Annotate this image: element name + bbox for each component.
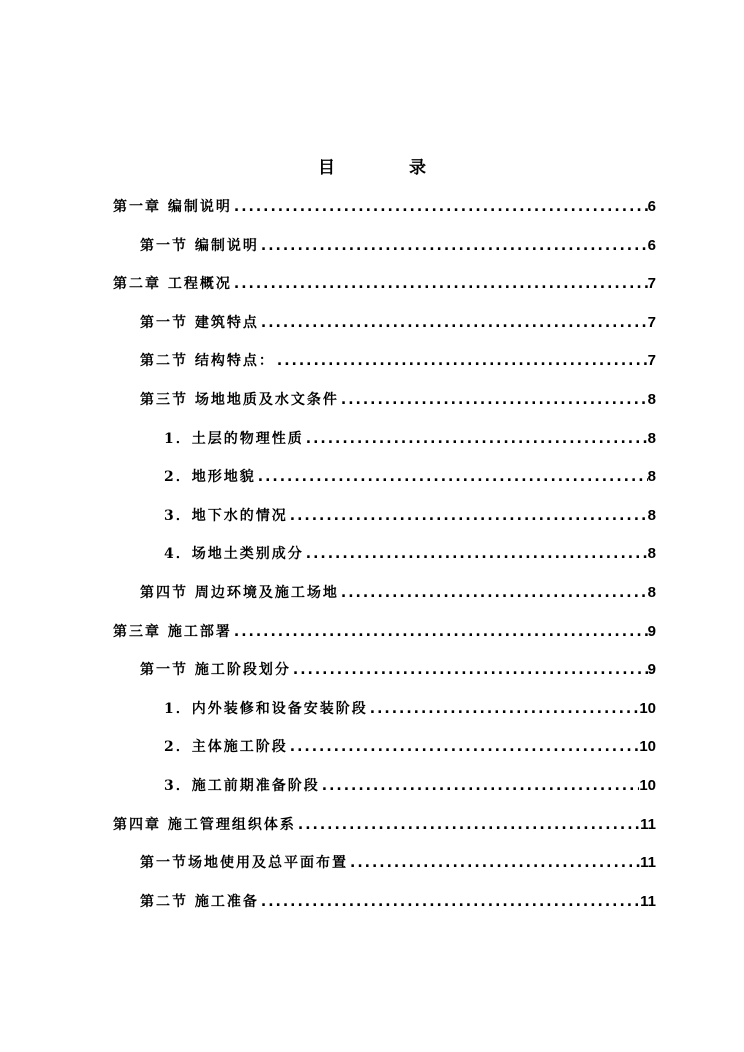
toc-leader-dots bbox=[232, 271, 648, 297]
toc-entry-text: 第一节 建筑特点 bbox=[140, 315, 259, 331]
toc-entry[interactable] bbox=[164, 464, 656, 490]
toc-entry[interactable] bbox=[140, 310, 656, 336]
toc-page-number: 11 bbox=[640, 854, 656, 871]
toc-leader-dots bbox=[259, 889, 640, 915]
toc-entry[interactable] bbox=[164, 541, 656, 567]
toc-entry[interactable] bbox=[140, 580, 656, 606]
toc-entry[interactable] bbox=[164, 773, 656, 799]
toc-leader-dots bbox=[259, 310, 648, 336]
toc-entry-text: 4．场地土类别成分 bbox=[164, 546, 304, 562]
toc-entry-text: 2．地形地貌 bbox=[164, 469, 256, 485]
toc-leader-dots bbox=[259, 233, 648, 259]
toc-title: 目 录 bbox=[318, 158, 460, 178]
toc-page-number: 8 bbox=[647, 468, 656, 485]
toc-entry[interactable] bbox=[113, 194, 656, 220]
toc-entry-text: 第二节 结构特点： bbox=[140, 353, 275, 369]
toc-entry-text: 第二章 工程概况 bbox=[113, 276, 232, 292]
toc-leader-dots bbox=[296, 812, 640, 838]
toc-page-number: 8 bbox=[647, 545, 656, 562]
toc-page-number: 9 bbox=[647, 661, 656, 678]
toc-page-number: 8 bbox=[647, 507, 656, 524]
toc-page-number: 6 bbox=[647, 237, 656, 254]
toc-entry-text: 第一章 编制说明 bbox=[113, 199, 232, 215]
toc-page-number: 10 bbox=[639, 738, 656, 755]
toc-leader-dots bbox=[291, 657, 648, 683]
toc-leader-dots bbox=[304, 541, 648, 567]
toc-page-number: 10 bbox=[639, 700, 656, 717]
toc-page-number: 11 bbox=[640, 893, 656, 910]
toc-entry[interactable] bbox=[164, 696, 656, 722]
toc-entry-text: 第三章 施工部署 bbox=[113, 624, 232, 640]
toc-entry-text: 3．施工前期准备阶段 bbox=[164, 778, 320, 794]
toc-entry[interactable] bbox=[140, 233, 656, 259]
toc-page-number: 7 bbox=[647, 275, 656, 292]
toc-entry[interactable] bbox=[140, 889, 656, 915]
toc-page-number: 8 bbox=[647, 584, 656, 601]
toc-page-number: 8 bbox=[647, 430, 656, 447]
toc-page-number: 7 bbox=[647, 352, 656, 369]
toc-leader-dots bbox=[320, 773, 640, 799]
toc-leader-dots bbox=[339, 580, 648, 606]
toc-page-number: 8 bbox=[647, 391, 656, 408]
toc-entry-text: 1．内外装修和设备安装阶段 bbox=[164, 701, 368, 717]
toc-entry[interactable] bbox=[140, 348, 656, 374]
toc-entry-text: 第二节 施工准备 bbox=[140, 894, 259, 910]
toc-page-number: 11 bbox=[640, 816, 656, 833]
toc-entry[interactable] bbox=[140, 387, 656, 413]
toc-entry-text: 第一节 施工阶段划分 bbox=[140, 662, 291, 678]
toc-page-number: 7 bbox=[647, 314, 656, 331]
toc-entry-text: 第一节 编制说明 bbox=[140, 238, 259, 254]
toc-entry[interactable] bbox=[113, 812, 656, 838]
toc-leader-dots bbox=[339, 387, 648, 413]
toc-entry[interactable] bbox=[164, 426, 656, 452]
toc-entry[interactable] bbox=[164, 734, 656, 760]
toc-leader-dots bbox=[275, 348, 648, 374]
toc-leader-dots bbox=[256, 464, 648, 490]
toc-entry-text: 1．土层的物理性质 bbox=[164, 431, 304, 447]
toc-leader-dots bbox=[288, 734, 640, 760]
toc-entry-text: 第四节 周边环境及施工场地 bbox=[140, 585, 339, 601]
toc-page-number: 9 bbox=[647, 623, 656, 640]
toc-leader-dots bbox=[368, 696, 640, 722]
toc-entry[interactable] bbox=[113, 271, 656, 297]
toc-entry-text: 第四章 施工管理组织体系 bbox=[113, 817, 296, 833]
toc-leader-dots bbox=[288, 503, 648, 529]
toc-entry-text: 2．主体施工阶段 bbox=[164, 739, 288, 755]
toc-entry-text: 3．地下水的情况 bbox=[164, 508, 288, 524]
toc-entry[interactable] bbox=[164, 503, 656, 529]
toc-entry-text: 第三节 场地地质及水文条件 bbox=[140, 392, 339, 408]
toc-leader-dots bbox=[304, 426, 648, 452]
toc-leader-dots bbox=[232, 194, 648, 220]
toc-entry[interactable] bbox=[113, 619, 656, 645]
toc-leader-dots bbox=[348, 850, 640, 876]
toc-leader-dots bbox=[232, 619, 648, 645]
toc-entry[interactable] bbox=[140, 850, 656, 876]
toc-page-number: 6 bbox=[647, 198, 656, 215]
toc-entry[interactable] bbox=[140, 657, 656, 683]
toc-entry-text: 第一节场地使用及总平面布置 bbox=[140, 855, 348, 871]
toc-page-number: 10 bbox=[639, 777, 656, 794]
